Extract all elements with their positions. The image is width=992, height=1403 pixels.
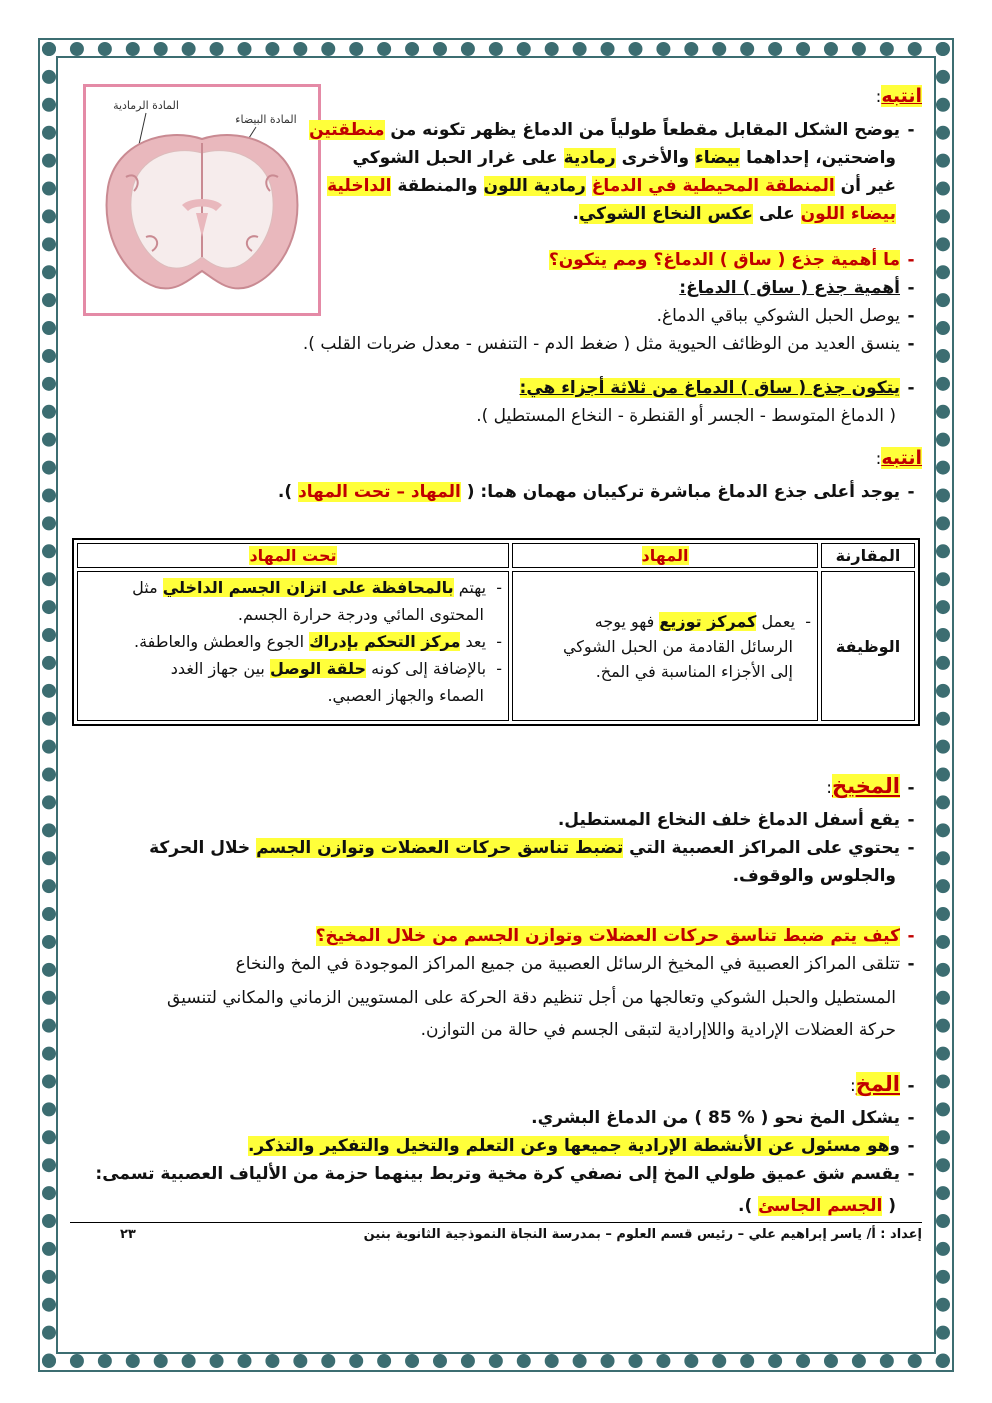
table-header-compare: المقارنة xyxy=(821,543,915,568)
cerebellum-question: -كيف يتم ضبط تناسق حركات العضلات وتوازن الجسم من خلال المخيخ؟ xyxy=(315,926,915,946)
comparison-table xyxy=(72,538,920,726)
white-matter-label: المادة البيضاء xyxy=(235,113,297,126)
footer-author: إعداد : أ/ ياسر إبراهيم علي – رئيس قسم العلوم – بمدرسة النجاة النموذجية الثانوية بنين xyxy=(363,1227,922,1242)
cerebellum-heading: -المخيخ: xyxy=(826,774,915,798)
brainstem-point-2: -ينسق العديد من الوظائف الحيوية مثل ( ضغط الدم - التنفس - معدل ضربات القلب ). xyxy=(302,334,915,354)
cerebellum-answer-3: حركة العضلات الإرادية واللاإرادية لتبقى الجسم في حالة من التوازن. xyxy=(420,1020,896,1040)
sec1-line-2: واضحتين، إحداهما بيضاء والأخرى رمادية على غرار الحبل الشوكي xyxy=(352,148,896,168)
cerebellum-answer-1: -تتلقى المراكز العصبية في المخيخ الرسائل العصبية من جميع المراكز الموجودة في المخ والنخاع xyxy=(235,954,915,974)
cerebrum-point-3: -يقسم شق عميق طولي المخ إلى نصفي كرة مخية وتربط بينهما حزمة من الألياف العصبية تسمى: xyxy=(95,1164,915,1184)
brainstem-question: -ما أهمية جذع ( ساق ) الدماغ؟ ومم يتكون؟ xyxy=(548,250,915,270)
sec1-line-4: بيضاء اللون على عكس النخاع الشوكي. xyxy=(572,204,896,224)
table-header-hypothalamus: تحت المهاد xyxy=(77,543,509,568)
brain-section-illustration xyxy=(86,87,318,313)
gray-matter-label: المادة الرمادية xyxy=(113,99,179,112)
page-footer xyxy=(70,1222,922,1242)
cerebrum-point-1: -يشكل المخ نحو ( % 85 ) من الدماغ البشري. xyxy=(531,1108,915,1128)
brainstem-parts: ( الدماغ المتوسط - الجسر أو القنطرة - النخاع المستطيل ). xyxy=(476,406,896,426)
brainstem-parts-heading: -يتكون جذع ( ساق ) الدماغ من ثلاثة أجزاء هي: xyxy=(519,378,915,398)
page-number: ٢٣ xyxy=(120,1227,136,1242)
brainstem-point-1: -يوصل الحبل الشوكي بباقي الدماغ. xyxy=(656,306,915,326)
thalamus-function: - يعمل كمركز توزيع فهو يوجه الرسائل القادمة من الحبل الشوكي إلى الأجزاء المناسبة في المخ. xyxy=(512,571,818,721)
cerebrum-heading: -المخ: xyxy=(849,1072,915,1096)
sec1-line-1: -يوضح الشكل المقابل مقطعاً طولياً من الدماغ يظهر تكونه من منطقتين xyxy=(309,120,915,140)
sec1-line-3: غير أن المنطقة المحيطية في الدماغ رمادية اللون والمنطقة الداخلية xyxy=(327,176,896,196)
cerebrum-point-3-cont: ( الجسم الجاسئ ). xyxy=(737,1196,896,1216)
hypothalamus-function: - يهتم بالمحافظة على اتزان الجسم الداخلي مثل المحتوى المائي ودرجة حرارة الجسم. - يعد مركز التحكم بإدراك الجوع والعطش والعاطفة. - بالإضافة إلى كونه حلقة الوصل بين جهاز الغدد الصماء والجهاز العصبي. xyxy=(77,571,509,721)
table-row-function: الوظيفة xyxy=(821,571,915,721)
cerebellum-point-1: -يقع أسفل الدماغ خلف النخاع المستطيل. xyxy=(557,810,915,830)
note-heading-2: انتبه: xyxy=(875,447,922,469)
cerebellum-point-2-cont: والجلوس والوقوف. xyxy=(732,866,896,886)
thalamus-intro: -يوجد أعلى جذع الدماغ مباشرة تركيبان مهمان هما: ( المهاد – تحت المهاد ). xyxy=(277,482,915,502)
cerebrum-point-2: -وهو مسئول عن الأنشطة الإرادية جميعها وعن التعلم والتخيل والتفكير والتذكر. xyxy=(247,1136,915,1156)
cerebellum-point-2: -يحتوي على المراكز العصبية التي تضبط تناسق حركات العضلات وتوازن الجسم خلال الحركة xyxy=(149,838,915,858)
brainstem-importance-heading: -أهمية جذع ( ساق ) الدماغ: xyxy=(679,278,915,298)
table-header-thalamus: المهاد xyxy=(512,543,818,568)
cerebellum-answer-2: المستطيل والحبل الشوكي وتعالجها من أجل تنظيم دقة الحركة على المستويين الزماني والمكاني لتنسيق xyxy=(167,988,896,1008)
brain-figure xyxy=(83,84,321,316)
note-heading-1: انتبه: xyxy=(875,85,922,107)
